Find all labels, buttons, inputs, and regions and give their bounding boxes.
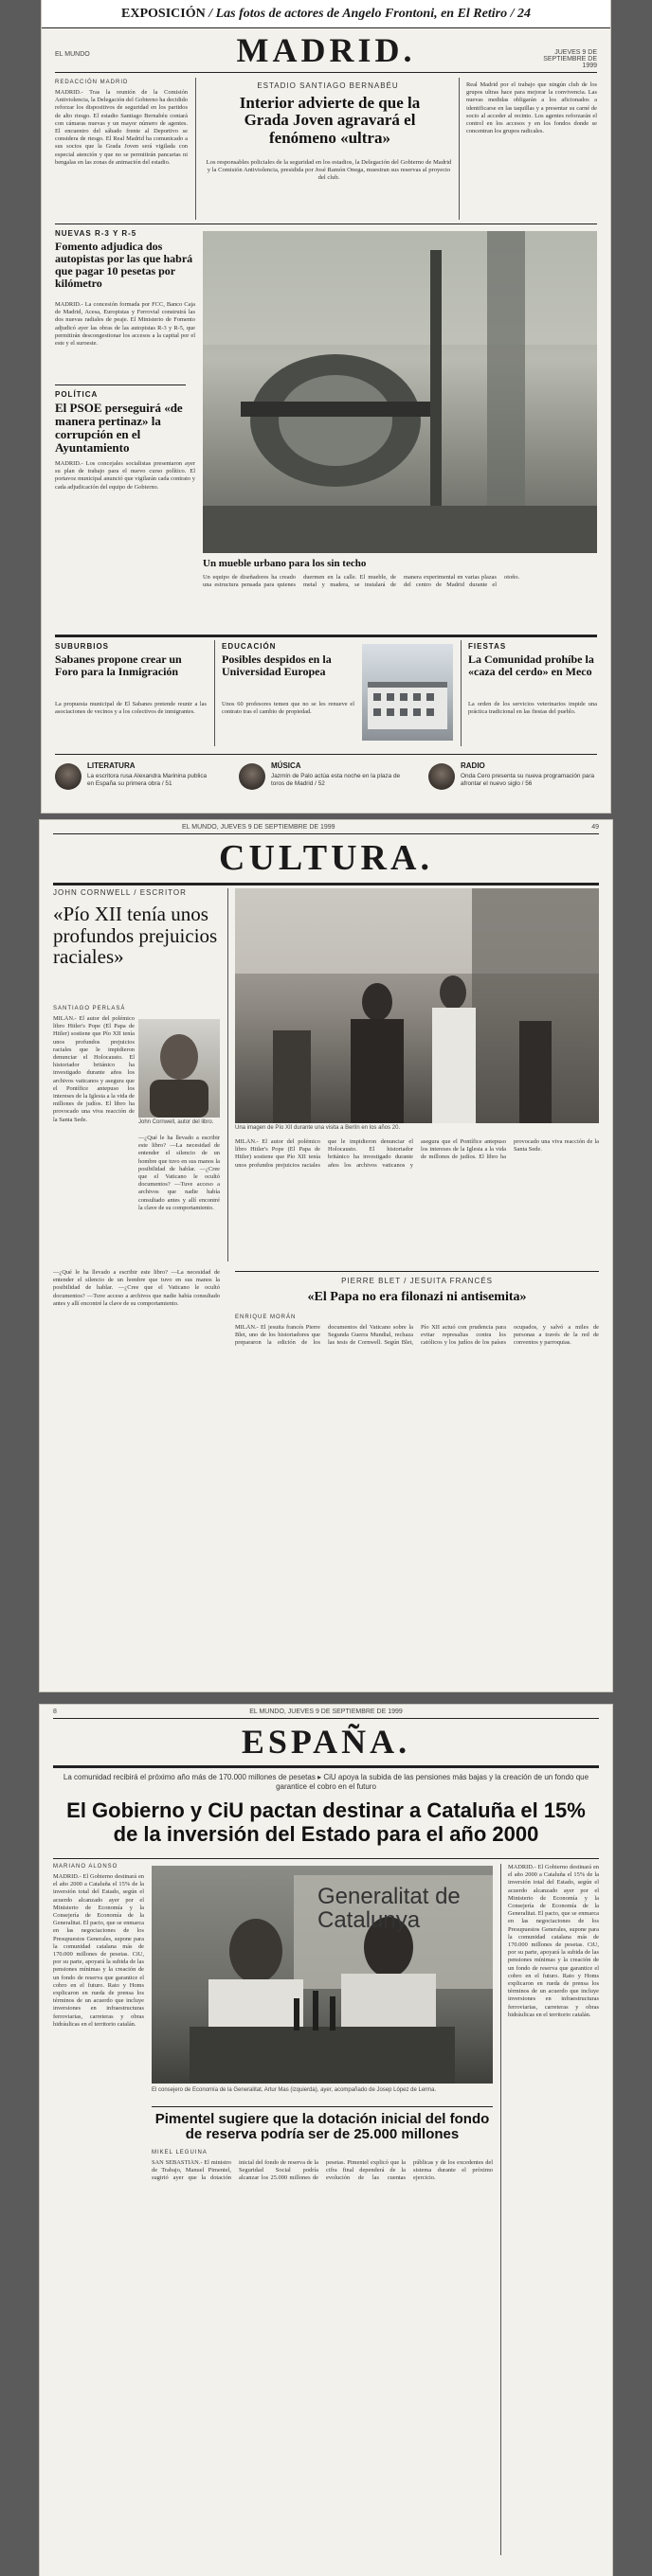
interview-kicker: JOHN CORNWELL / ESCRITOR: [53, 888, 187, 897]
top-rule: [53, 1718, 599, 1719]
masthead-rule: [53, 1765, 599, 1768]
teaser2-body: Unos 60 profesores temen que no se les renueve el contrato tras el cambio de propiedad.: [222, 701, 354, 716]
sub-byline: MIKEL LEGUINA: [152, 2150, 208, 2156]
headline-rule: [53, 1858, 599, 1859]
sub-headline[interactable]: Pimentel sugiere que la dotación inicial del fondo de reserva podría ser de 25.000 millones: [154, 2111, 490, 2143]
building-illustration: [362, 644, 453, 741]
top-rule: [53, 833, 599, 834]
strip-musica-text[interactable]: Jazmín de Palo actúa esta noche en la plaza de toros de Madrid / 52: [271, 773, 401, 787]
second-byline: ENRIQUE MORÁN: [235, 1315, 297, 1320]
masthead-rule: [53, 883, 599, 886]
brief2-label: POLÍTICA: [55, 390, 99, 399]
brief1-body: MADRID.- La concesión formada por FCC, Banco Caja de Madrid, Acesa, Europistas y Ferrovial construirá las dos nuevas radiales de peaje. El Ministerio de Fomento adjudicó ayer las obras de las autopistas R-3 y R-5, que permitirán descongestionar los accesos a la capital por el este y el suroeste.: [55, 301, 195, 348]
teaser2-label: EDUCACIÓN: [222, 642, 277, 651]
banner-section: EXPOSICIÓN: [121, 7, 206, 21]
left-col-text: MADRID.- Tras la reunión de la Comisión Antiviolencia, la Delegación del Gobierno ha decidido reforzar los dispositivos de seguridad en los partidos de alto riesgo. El estadio Santiago Bernabéu contará con cámaras nuevas y un mayor número de agentes. El encuentro del sábado frente al Deportivo se considera de riesgo. El Real Madrid ha comunicado a sus socios que la Grada Joven será vigilada con especial atención y que no se permitirán pancartas ni bengalas en las zonas de animación del estadio.: [55, 89, 188, 166]
interview-body-left: —¿Qué le ha llevado a escribir este libro? —La necesidad de entender el silencio de un hombre que tuvo en sus manos la posibilidad de hablar. —¿Cree que el Vaticano le ocultó documentos? —Tuve acceso a archivos que nadie había consultado antes y allí encontré la clave de su comportamiento.: [53, 1269, 220, 1307]
banner-text: Las fotos de actores de Angelo Frontoni, en El Retiro / 24: [215, 7, 531, 21]
strip-radio-label: RADIO: [461, 761, 485, 770]
teaser1-label: SUBURBIOS: [55, 642, 110, 651]
strip-literatura-label: LITERATURA: [87, 761, 136, 770]
lead-deck: Los responsables policiales de la seguridad en los estadios, la Delegación del Gobierno de Madrid y la Comisión Antiviolencia, presidida por José Ramón Onega, muestran sus reservas al proyecto del club.: [206, 159, 452, 182]
pact-photo[interactable]: [152, 1866, 493, 2084]
strip-rule: [55, 754, 597, 755]
cornwell-caption: John Cornwell, autor del libro.: [138, 1119, 214, 1125]
folio-left: EL MUNDO, JUEVES 9 DE SEPTIEMBRE DE 1999: [182, 824, 335, 831]
main-headline[interactable]: El Gobierno y CiU pactan destinar a Cataluña el 15% de la inversión del Estado para el año 2000: [66, 1798, 586, 1846]
interview-byline: SANTIAGO PERLASÁ: [53, 1006, 126, 1011]
sub-rule: [152, 2106, 493, 2107]
column-divider: [227, 888, 228, 1261]
musica-avatar: [239, 763, 265, 790]
espana-page: [40, 1705, 612, 2576]
second-headline[interactable]: «El Papa no era filonazi ni antisemita»: [307, 1290, 527, 1304]
main-body-left: MADRID.- El Gobierno destinará en el año 2000 a Cataluña el 15% de la inversión total del Estado, según el acuerdo alcanzado ayer por el Ministerio de Economía y la Consejería de Economía de la Generalitat. El pacto, que se enmarca en las negociaciones de los Presupuestos Generales, supone para la comunidad catalana más de 170.000 millones de pesetas. CiU, por su parte, apoyará la subida de las pensiones mínimas y la creación de un fondo de reserva que garantice el cobro en el futuro. Rato y Homs explicaron en rueda de prensa los términos de un acuerdo que incluye inversiones en infraestructuras ferroviarias, carreteras y obras hidráulicas en el territorio catalán.: [53, 1873, 144, 2028]
folio-left: EL MUNDO: [55, 51, 90, 58]
column-divider: [459, 78, 460, 220]
cornwell-photo[interactable]: [138, 1019, 220, 1118]
summary-line: La comunidad recibirá el próximo año más de 170.000 millones de pesetas ▸ CiU apoya la subida de las pensiones más bajas y la creación de un fondo que garantice el cobro en el futuro: [63, 1773, 589, 1791]
interview-headline[interactable]: «Pío XII tenía unos profundos prejuicios raciales»: [53, 903, 218, 969]
urban-furniture-photo[interactable]: [203, 231, 597, 553]
literatura-avatar: [55, 763, 82, 790]
teaser3-headline[interactable]: La Comunidad prohíbe la «caza del cerdo» en Meco: [468, 653, 594, 678]
portrait-illustration: [138, 1019, 220, 1118]
pius-xii-caption: Una imagen de Pío XII durante una visita a Berlín en los años 20.: [235, 1125, 401, 1131]
lead-headline[interactable]: Interior advierte de que la Grada Joven agravará el fenómeno «ultra»: [239, 94, 421, 147]
interview-qa: —¿Qué le ha llevado a escribir este libro? —La necesidad de entender el silencio de un hombre que tuvo en sus manos la posibilidad de hablar. —¿Cree que el Vaticano le ocultó documentos? —Tuve acceso a archivos que nadie había consultado antes y allí encontré la clave de su comportamiento.: [138, 1135, 220, 1211]
brief2-body: MADRID.- Los concejales socialistas presentaron ayer su plan de trabajo para el nuevo curso político. El portavoz municipal anunció que vigilarán cada contrato y cada adjudicación del equipo de Gobierno.: [55, 460, 195, 491]
photo-sign: Generalitat de Catalunya: [317, 1884, 461, 1934]
folio-left: 8: [53, 1708, 57, 1715]
main-byline: MARIANO ALONSO: [53, 1864, 118, 1869]
folio-right: 49: [591, 824, 599, 831]
teaser1-headline[interactable]: Sabanes propone crear un Foro para la Inmigración: [55, 653, 182, 678]
photo-illustration: [203, 231, 597, 553]
brief2-headline[interactable]: El PSOE perseguirá «de manera pertinaz» la corrupción en el Ayuntamiento: [55, 401, 183, 456]
column-divider: [500, 1864, 501, 2555]
exposition-banner[interactable]: EXPOSICIÓN / Las fotos de actores de Angelo Frontoni, en El Retiro / 24: [42, 0, 610, 28]
brief1-headline[interactable]: Fomento adjudica dos autopistas por las que habrá que pagar 10 pesetas por kilómetro: [55, 240, 193, 290]
interview-body: MILÁN.- El autor del polémico libro Hitler's Pope (El Papa de Hitler) sostiene que Pío XII tenía unos profundos prejuicios raciales que le impidieron denunciar el Holocausto. El historiador británico ha investigado durante años los archivos vaticanos y asegura que el Pontífice antepuso los intereses de la Iglesia a la vida de millones de judíos. El libro ha provocado una viva reacción de la Santa Sede.: [53, 1015, 135, 1123]
lead-body: Real Madrid por el trabajo que ningún club de los grupos ultras hace para mejorar la convivencia. Las nuevas medidas obligarán a los aficionados a identificarse en las taquillas y a presentar su carné de socio al acceder al recinto. Los agentes reforzarán el control en los accesos y en los fondos donde se concentran los grupos radicales.: [466, 81, 597, 135]
second-body: MILÁN.- El jesuita francés Pierre Blet, uno de los historiadores que prepararon la edición de los documentos del Vaticano sobre la Segunda Guerra Mundial, rechaza las tesis de Cornwell. Según Blet, Pío XII actuó con prudencia para evitar represalias contra los católicos y los judíos de los países ocupados, y salvó a miles de personas a través de la red de conventos y parroquias.: [235, 1324, 599, 1347]
photo-text: Un equipo de diseñadores ha creado una estructura pensada para quienes duermen en la calle. El mueble, de metal y madera, se instalará de manera experimental en varias plazas del centro de Madrid durante el otoño.: [203, 574, 520, 589]
photo-illustration: [235, 888, 599, 1123]
page-title: MADRID.: [236, 31, 416, 69]
page-title: ESPAÑA.: [241, 1723, 411, 1761]
folio-right: JUEVES 9 DE SEPTIEMBRE DE 1999: [543, 49, 597, 69]
lead-kicker: ESTADIO SANTIAGO BERNABÉU: [257, 81, 399, 90]
pact-photo-caption: El consejero de Economía de la Generalitat, Artur Mas (izquierda), ayer, acompañado de Josep López de Lerma.: [152, 2087, 437, 2093]
cultura-page: [40, 820, 612, 1691]
strip-literatura-text[interactable]: La escritora rusa Alexandra Marinina publica en España su primera obra / 51: [87, 773, 208, 787]
column-divider: [214, 640, 215, 746]
teaser2-headline[interactable]: Posibles despidos en la Universidad Europea: [222, 653, 332, 678]
column-divider: [461, 640, 462, 746]
madrid-page: [42, 0, 610, 813]
folio-center: EL MUNDO, JUEVES 9 DE SEPTIEMBRE DE 1999: [249, 1708, 403, 1715]
teaser3-body: La orden de los servicios veterinarios impide una práctica tradicional en las fiestas del pueblo.: [468, 701, 597, 716]
page-title: CULTURA.: [219, 838, 433, 878]
radio-avatar: [428, 763, 455, 790]
masthead-rule: [55, 72, 597, 73]
column-divider: [195, 78, 196, 220]
section-rule: [235, 1271, 599, 1272]
teasers-rule: [55, 635, 597, 637]
strip-musica-label: MÚSICA: [271, 761, 301, 770]
teaser1-body: La propuesta municipal de El Sabanes pretende reunir a las asociaciones de vecinos y a los colectivos de inmigrantes.: [55, 701, 207, 716]
teaser3-label: FIESTAS: [468, 642, 507, 651]
left-col-kicker: REDACCIÓN MADRID: [55, 80, 129, 85]
photo-headline[interactable]: Un mueble urbano para los sin techo: [203, 558, 367, 569]
interview-body-continued: MILÁN.- El autor del polémico libro Hitler's Pope (El Papa de Hitler) sostiene que Pío XII tenía unos profundos prejuicios raciales que le impidieron denunciar el Holocausto. El historiador británico ha investigado durante años los archivos vaticanos y asegura que el Pontífice antepuso los intereses de la Iglesia a la vida de millones de judíos. El libro ha provocado una viva reacción de la Santa Sede.: [235, 1138, 599, 1169]
main-body-right: MADRID.- El Gobierno destinará en el año 2000 a Cataluña el 15% de la inversión total del Estado, según el acuerdo alcanzado ayer por el Ministerio de Economía y la Consejería de Economía de la Generalitat. El pacto, que se enmarca en las negociaciones de los Presupuestos Generales, supone para la comunidad catalana más de 170.000 millones de pesetas. CiU, por su parte, apoyará la subida de las pensiones mínimas y la creación de un fondo de reserva que garantice el cobro en el futuro. Rato y Homs explicaron en rueda de prensa los términos de un acuerdo que incluye inversiones en infraestructuras ferroviarias, carreteras y obras hidráulicas en el territorio catalán.: [508, 1864, 599, 2018]
second-kicker: PIERRE BLET / JESUITA FRANCÉS: [341, 1277, 493, 1285]
pius-xii-photo[interactable]: [235, 888, 599, 1123]
strip-radio-text[interactable]: Onda Cero presenta su nueva programación para afrontar el nuevo siglo / 56: [461, 773, 595, 787]
sub-body: SAN SEBASTIÁN.- El ministro de Trabajo, Manuel Pimentel, sugirió ayer que la dotación inicial del fondo de reserva de la Seguridad Social podría alcanzar los 25.000 millones de pesetas. Pimentel explicó que la cifra final dependerá de la evolución de las cuentas públicas y de los excedentes del sistema durante el próximo ejercicio.: [152, 2159, 493, 2182]
brief1-label: NUEVAS R-3 Y R-5: [55, 229, 137, 238]
university-photo[interactable]: [362, 644, 453, 741]
